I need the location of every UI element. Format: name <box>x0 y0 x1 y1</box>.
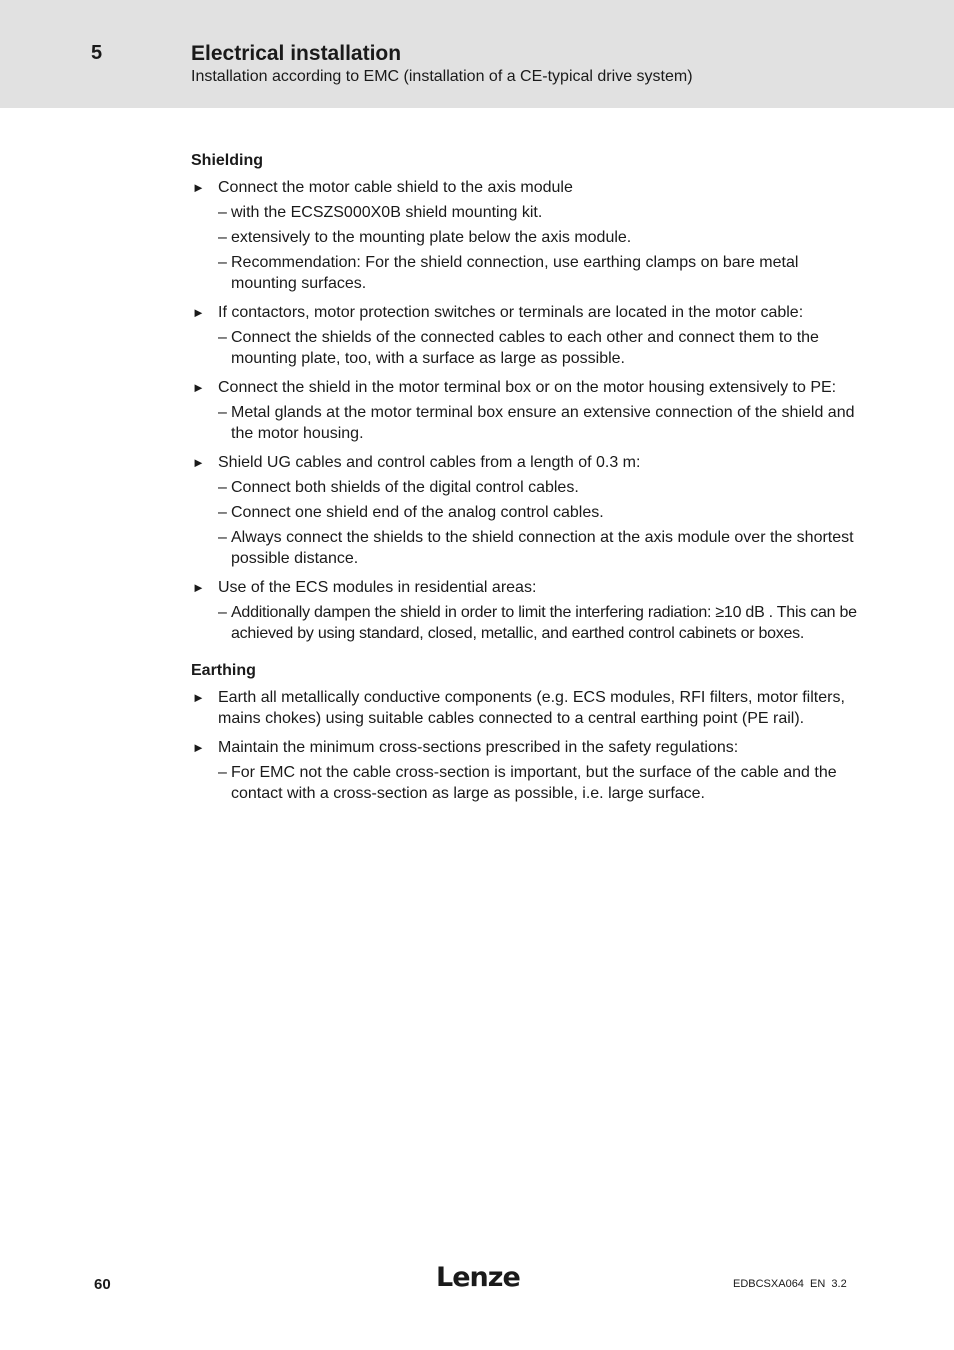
bullet-arrow-icon: ► <box>192 180 205 195</box>
bullet-item <box>191 452 866 473</box>
sub-text: For EMC not the cable cross-section is important, but the surface of the cable and the contact with a cross-section as large as possible, i.e. large surface. <box>231 764 837 802</box>
dash-marker: – <box>218 529 227 546</box>
sub-text: extensively to the mounting plate below the axis module. <box>231 229 632 246</box>
dash-marker: – <box>218 229 227 246</box>
bullet-arrow-icon: ► <box>192 740 205 755</box>
dash-marker: – <box>218 504 227 521</box>
bullet-text: Shield UG cables and control cables from a length of 0.3 m: <box>218 454 641 471</box>
dash-marker: – <box>218 479 227 496</box>
bullet-text: Earth all metallically conductive components (e.g. ECS modules, RFI filters, motor filters, mains chokes) using suitable cables connected to a central earthing point (PE rail). <box>218 689 845 727</box>
sub-item <box>191 327 866 369</box>
bullet-arrow-icon: ► <box>192 380 205 395</box>
dash-marker: – <box>218 764 227 781</box>
bullet-text: Use of the ECS modules in residential areas: <box>218 579 537 596</box>
bullet-arrow-icon: ► <box>192 690 205 705</box>
sub-text: Additionally dampen the shield in order to limit the interfering radiation: ≥10 dB . This can be achieved by using standard, closed, metallic, and earthed control cabinets or boxes. <box>231 604 857 642</box>
bullet-block <box>191 377 866 444</box>
bullet-block <box>191 177 866 294</box>
sub-text: Connect both shields of the digital control cables. <box>231 479 579 496</box>
sub-item <box>191 527 866 569</box>
chapter-title: Electrical installation <box>191 42 402 65</box>
sub-text: Metal glands at the motor terminal box ensure an extensive connection of the shield and the motor housing. <box>231 404 855 442</box>
document-code: EDBCSXA064 EN 3.2 <box>733 1278 847 1290</box>
bullet-text: Connect the motor cable shield to the axis module <box>218 179 573 196</box>
dash-marker: – <box>218 254 227 271</box>
bullet-text: Maintain the minimum cross-sections prescribed in the safety regulations: <box>218 739 739 756</box>
sub-item <box>191 402 866 444</box>
sub-item <box>191 202 866 223</box>
main-content <box>191 150 866 812</box>
bullet-arrow-icon: ► <box>192 305 205 320</box>
bullet-item <box>191 177 866 198</box>
page-number: 60 <box>94 1276 111 1293</box>
sub-text: Recommendation: For the shield connection, use earthing clamps on bare metal mounting surfaces. <box>231 254 799 292</box>
bullet-item <box>191 687 866 729</box>
bullet-block <box>191 577 866 644</box>
sub-text: with the ECSZS000X0B shield mounting kit. <box>231 204 543 221</box>
bullet-arrow-icon: ► <box>192 580 205 595</box>
bullet-item <box>191 302 866 323</box>
bullet-text: If contactors, motor protection switches or terminals are located in the motor cable: <box>218 304 804 321</box>
sub-item <box>191 602 866 644</box>
sub-text: Connect one shield end of the analog control cables. <box>231 504 604 521</box>
bullet-block <box>191 687 866 729</box>
sub-item <box>191 502 866 523</box>
chapter-number: 5 <box>91 42 103 64</box>
bullet-block <box>191 452 866 569</box>
bullet-item <box>191 737 866 758</box>
dash-marker: – <box>218 404 227 421</box>
section-heading-shielding: Shielding <box>191 152 263 169</box>
dash-marker: – <box>218 604 227 621</box>
lenze-logo: Lenze <box>436 1262 520 1293</box>
sub-text: Always connect the shields to the shield connection at the axis module over the shortest possible distance. <box>231 529 854 567</box>
sub-item <box>191 762 866 804</box>
bullet-arrow-icon: ► <box>192 455 205 470</box>
dash-marker: – <box>218 204 227 221</box>
section-heading-earthing: Earthing <box>191 662 256 679</box>
bullet-item <box>191 577 866 598</box>
sub-item <box>191 477 866 498</box>
sub-item <box>191 227 866 248</box>
chapter-subtitle: Installation according to EMC (installation of a CE-typical drive system) <box>191 68 693 85</box>
bullet-text: Connect the shield in the motor terminal box or on the motor housing extensively to PE: <box>218 379 837 396</box>
dash-marker: – <box>218 329 227 346</box>
sub-item <box>191 252 866 294</box>
bullet-block <box>191 302 866 369</box>
bullet-block <box>191 737 866 804</box>
page-header <box>0 0 954 108</box>
bullet-item <box>191 377 866 398</box>
sub-text: Connect the shields of the connected cables to each other and connect them to the mounting plate, too, with a surface as large as possible. <box>231 329 819 367</box>
